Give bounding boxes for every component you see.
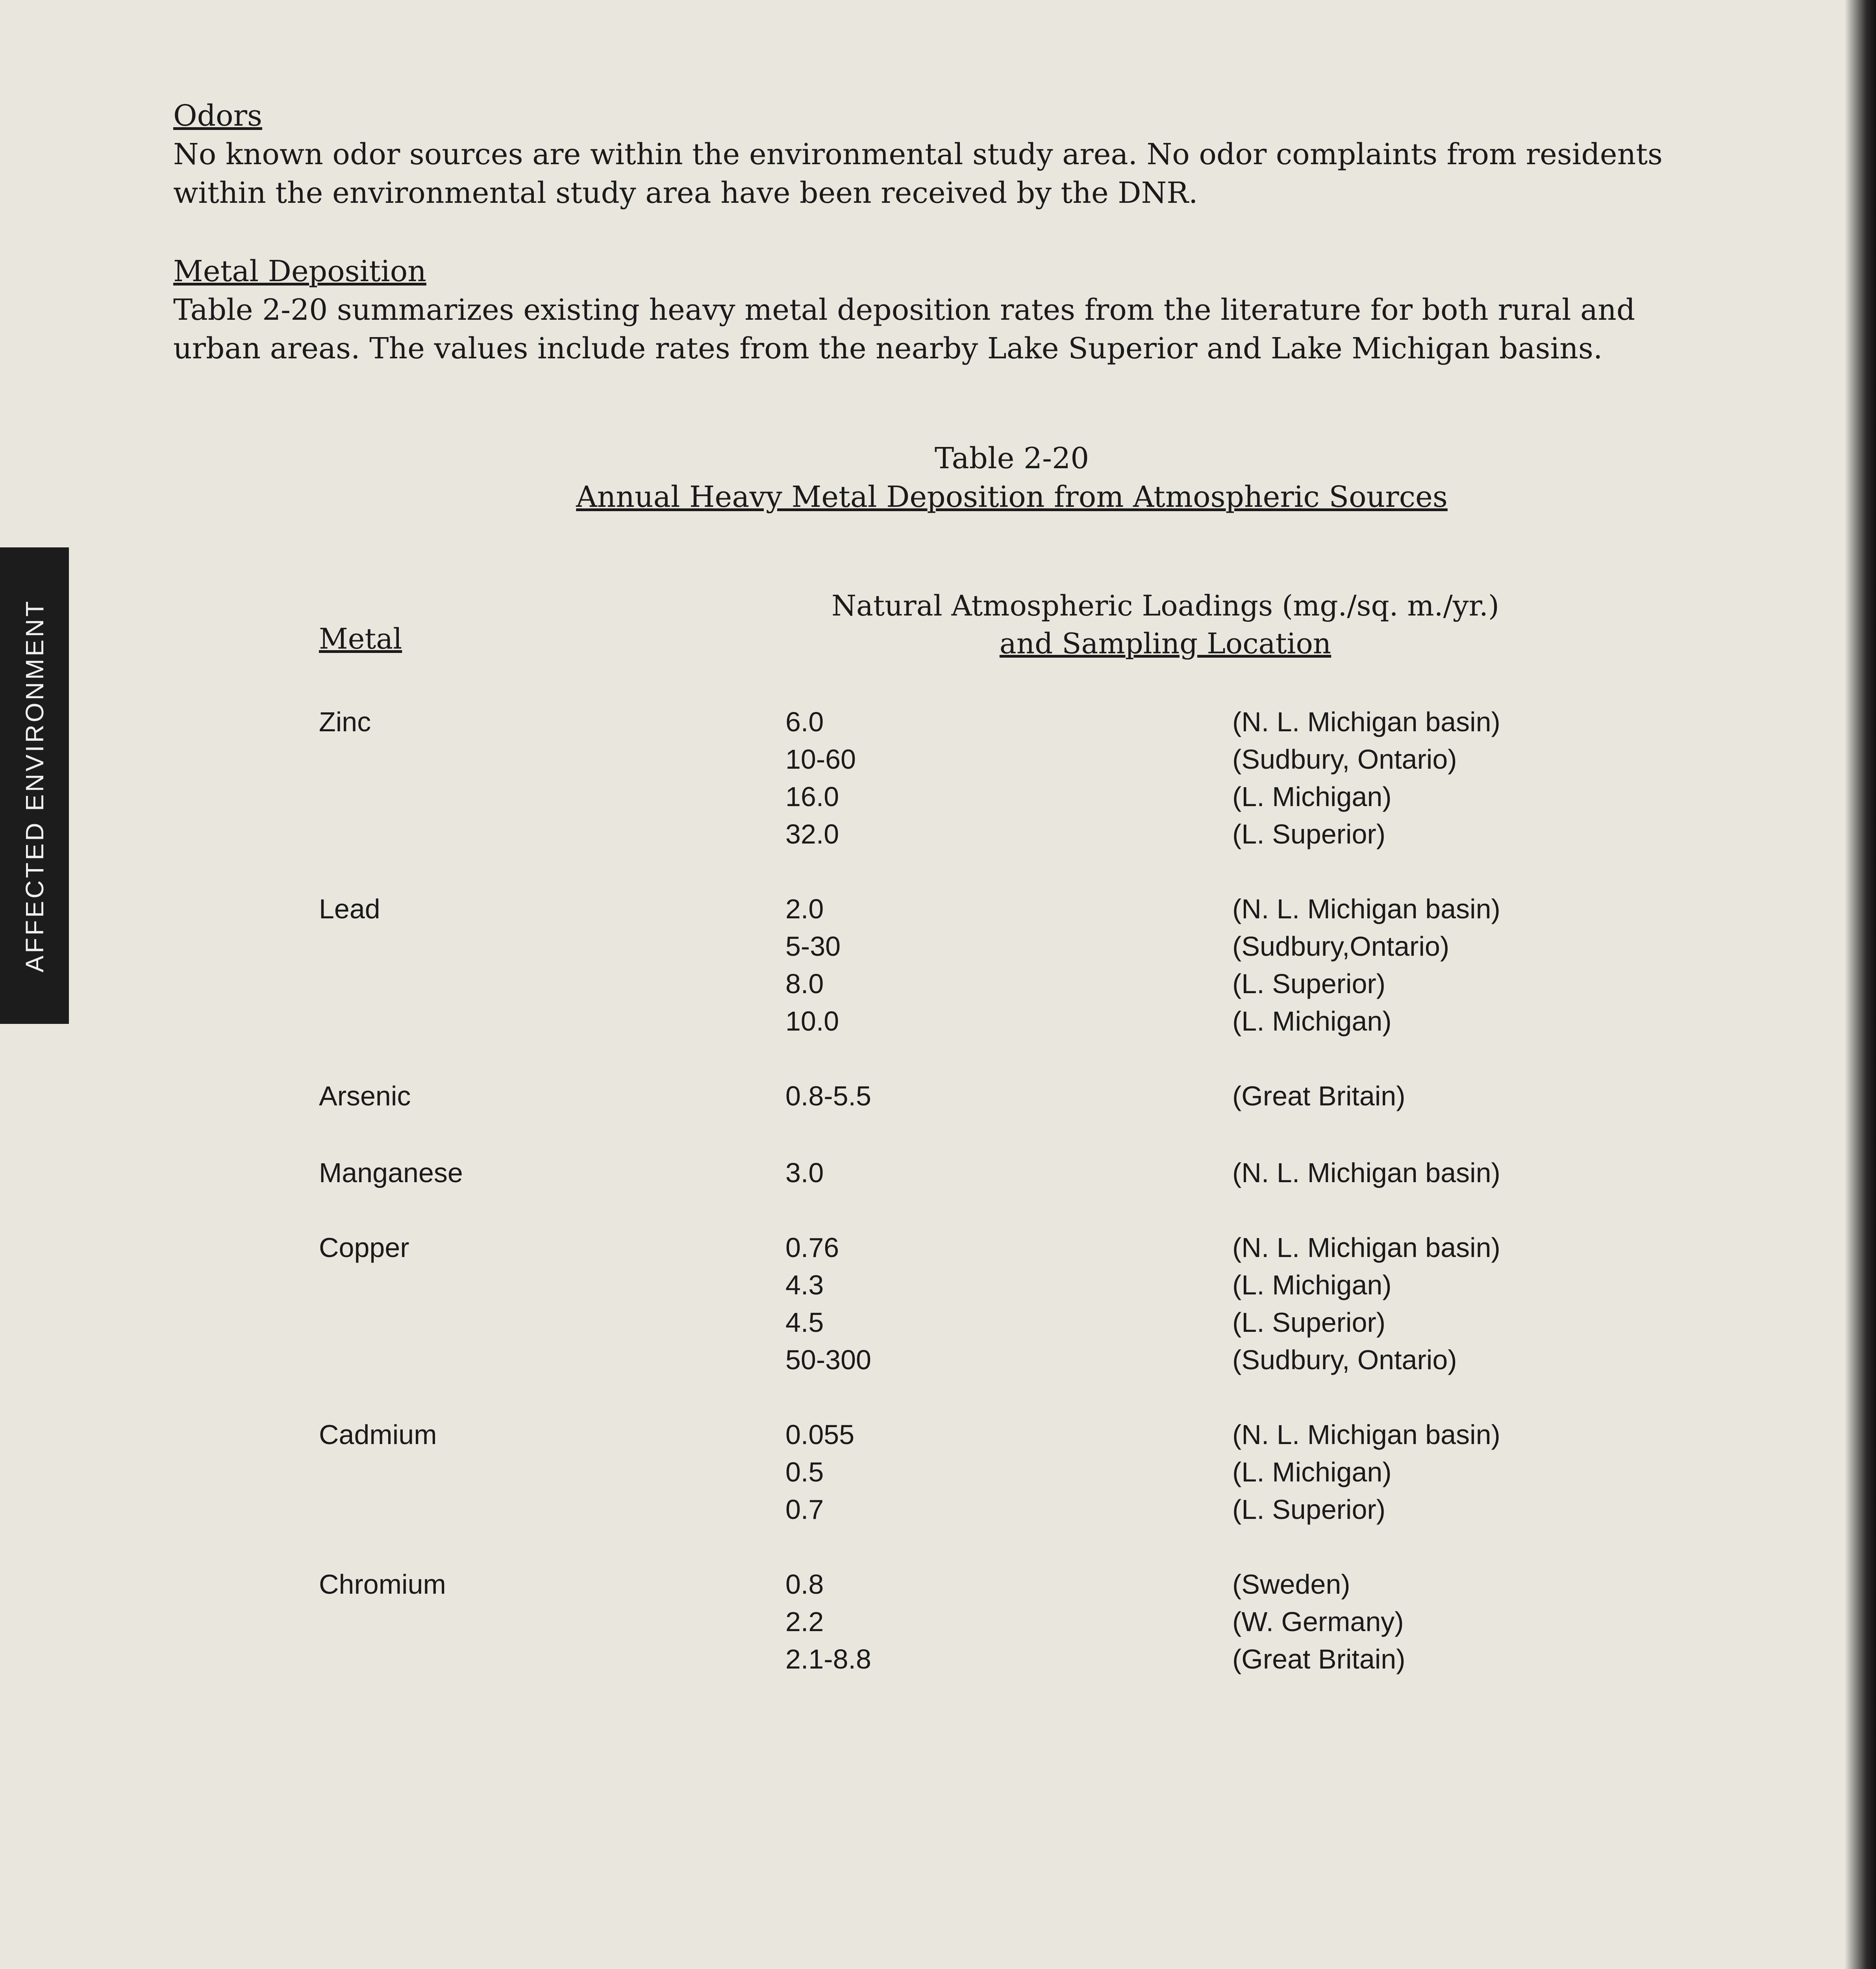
- table-row: [0, 1640, 1876, 1678]
- loading-value-cell: 4.5: [785, 1307, 824, 1338]
- loading-value-cell: 0.76: [785, 1232, 839, 1263]
- table-subtitle: Annual Heavy Metal Deposition from Atmospheric Sources: [576, 480, 1448, 514]
- sampling-location-cell: (L. Michigan): [1232, 1457, 1392, 1487]
- loading-value-cell: 2.0: [785, 894, 824, 924]
- loading-value-cell: 16.0: [785, 781, 839, 812]
- table-row: [0, 1416, 1876, 1454]
- loading-value-cell: 0.8-5.5: [785, 1081, 871, 1111]
- loadings-header-line-1: Natural Atmospheric Loadings (mg./sq. m./yr.): [832, 589, 1499, 622]
- sampling-location-cell: (N. L. Michigan basin): [1232, 706, 1500, 737]
- metal-deposition-heading: Metal Deposition: [173, 254, 426, 288]
- sampling-location-cell: (L. Superior): [1232, 1494, 1386, 1525]
- table-row: [0, 927, 1876, 965]
- table-row: [0, 1266, 1876, 1304]
- sampling-location-cell: (Great Britain): [1232, 1081, 1406, 1111]
- sampling-location-cell: (Sweden): [1232, 1569, 1350, 1600]
- loading-value-cell: 4.3: [785, 1270, 824, 1300]
- metal-cell: Zinc: [319, 706, 371, 737]
- sampling-location-cell: (L. Michigan): [1232, 781, 1392, 812]
- sampling-location-cell: (L. Superior): [1232, 1307, 1386, 1338]
- table-row: [0, 1229, 1876, 1266]
- metal-deposition-section: [173, 252, 1807, 368]
- sampling-location-cell: (Sudbury,Ontario): [1232, 931, 1450, 962]
- sampling-location-cell: (N. L. Michigan basin): [1232, 1157, 1500, 1188]
- sampling-location-cell: (W. Germany): [1232, 1606, 1404, 1637]
- metal-deposition-line-1: Table 2-20 summarizes existing heavy metal deposition rates from the literature for both rural and: [173, 293, 1635, 327]
- table-row: [0, 1453, 1876, 1491]
- loading-value-cell: 2.2: [785, 1606, 824, 1637]
- metal-cell: Arsenic: [319, 1081, 411, 1111]
- table-row: [0, 778, 1876, 816]
- loading-value-cell: 10-60: [785, 744, 856, 775]
- sampling-location-cell: (N. L. Michigan basin): [1232, 894, 1500, 924]
- loading-value-cell: 50-300: [785, 1344, 871, 1375]
- loading-value-cell: 3.0: [785, 1157, 824, 1188]
- odors-line-1: No known odor sources are within the environmental study area. No odor complaints from residents: [173, 137, 1663, 171]
- sampling-location-cell: (N. L. Michigan basin): [1232, 1232, 1500, 1263]
- table-row: [0, 1603, 1876, 1641]
- side-tab-label: AFFECTED ENVIRONMENT: [20, 599, 49, 973]
- loading-value-cell: 8.0: [785, 968, 824, 999]
- sampling-location-cell: (L. Superior): [1232, 968, 1386, 999]
- table-row: [0, 703, 1876, 741]
- sampling-location-cell: (N. L. Michigan basin): [1232, 1419, 1500, 1450]
- metal-column-header: Metal: [319, 622, 402, 655]
- table-row: [0, 1491, 1876, 1528]
- sampling-location-cell: (Sudbury, Ontario): [1232, 744, 1457, 775]
- odors-section: [173, 96, 1807, 212]
- loading-value-cell: 0.8: [785, 1569, 824, 1600]
- sampling-location-cell: (L. Michigan): [1232, 1270, 1392, 1300]
- metal-cell: Manganese: [319, 1157, 463, 1188]
- sampling-location-cell: (L. Michigan): [1232, 1006, 1392, 1036]
- metal-cell: Chromium: [319, 1569, 446, 1600]
- loading-value-cell: 10.0: [785, 1006, 839, 1036]
- table-row: [0, 1303, 1876, 1341]
- loading-value-cell: 0.5: [785, 1457, 824, 1487]
- loadings-column-header: [772, 587, 1559, 662]
- metal-deposition-line-2: urban areas. The values include rates from the nearby Lake Superior and Lake Michigan basins.: [173, 332, 1603, 365]
- metal-cell: Copper: [319, 1232, 409, 1263]
- table-row: [0, 1565, 1876, 1603]
- table-row: [0, 1341, 1876, 1379]
- loading-value-cell: 5-30: [785, 931, 841, 962]
- table-row: [0, 965, 1876, 1003]
- odors-heading: Odors: [173, 99, 262, 133]
- sampling-location-cell: (Great Britain): [1232, 1644, 1406, 1674]
- table-row: [0, 815, 1876, 853]
- table-row: [0, 1154, 1876, 1192]
- loading-value-cell: 6.0: [785, 706, 824, 737]
- odors-line-2: within the environmental study area have been received by the DNR.: [173, 176, 1198, 210]
- loading-value-cell: 32.0: [785, 819, 839, 849]
- table-row: [0, 1077, 1876, 1115]
- metal-cell: Cadmium: [319, 1419, 437, 1450]
- table-caption: [535, 439, 1488, 516]
- table-row: [0, 1002, 1876, 1040]
- table-row: [0, 890, 1876, 928]
- table-title: Table 2-20: [934, 441, 1089, 475]
- loading-value-cell: 2.1-8.8: [785, 1644, 871, 1674]
- metal-cell: Lead: [319, 894, 380, 924]
- loadings-header-line-2: and Sampling Location: [999, 627, 1332, 660]
- loading-value-cell: 0.055: [785, 1419, 855, 1450]
- loading-value-cell: 0.7: [785, 1494, 824, 1525]
- sampling-location-cell: (L. Superior): [1232, 819, 1386, 849]
- sampling-location-cell: (Sudbury, Ontario): [1232, 1344, 1457, 1375]
- table-row: [0, 740, 1876, 778]
